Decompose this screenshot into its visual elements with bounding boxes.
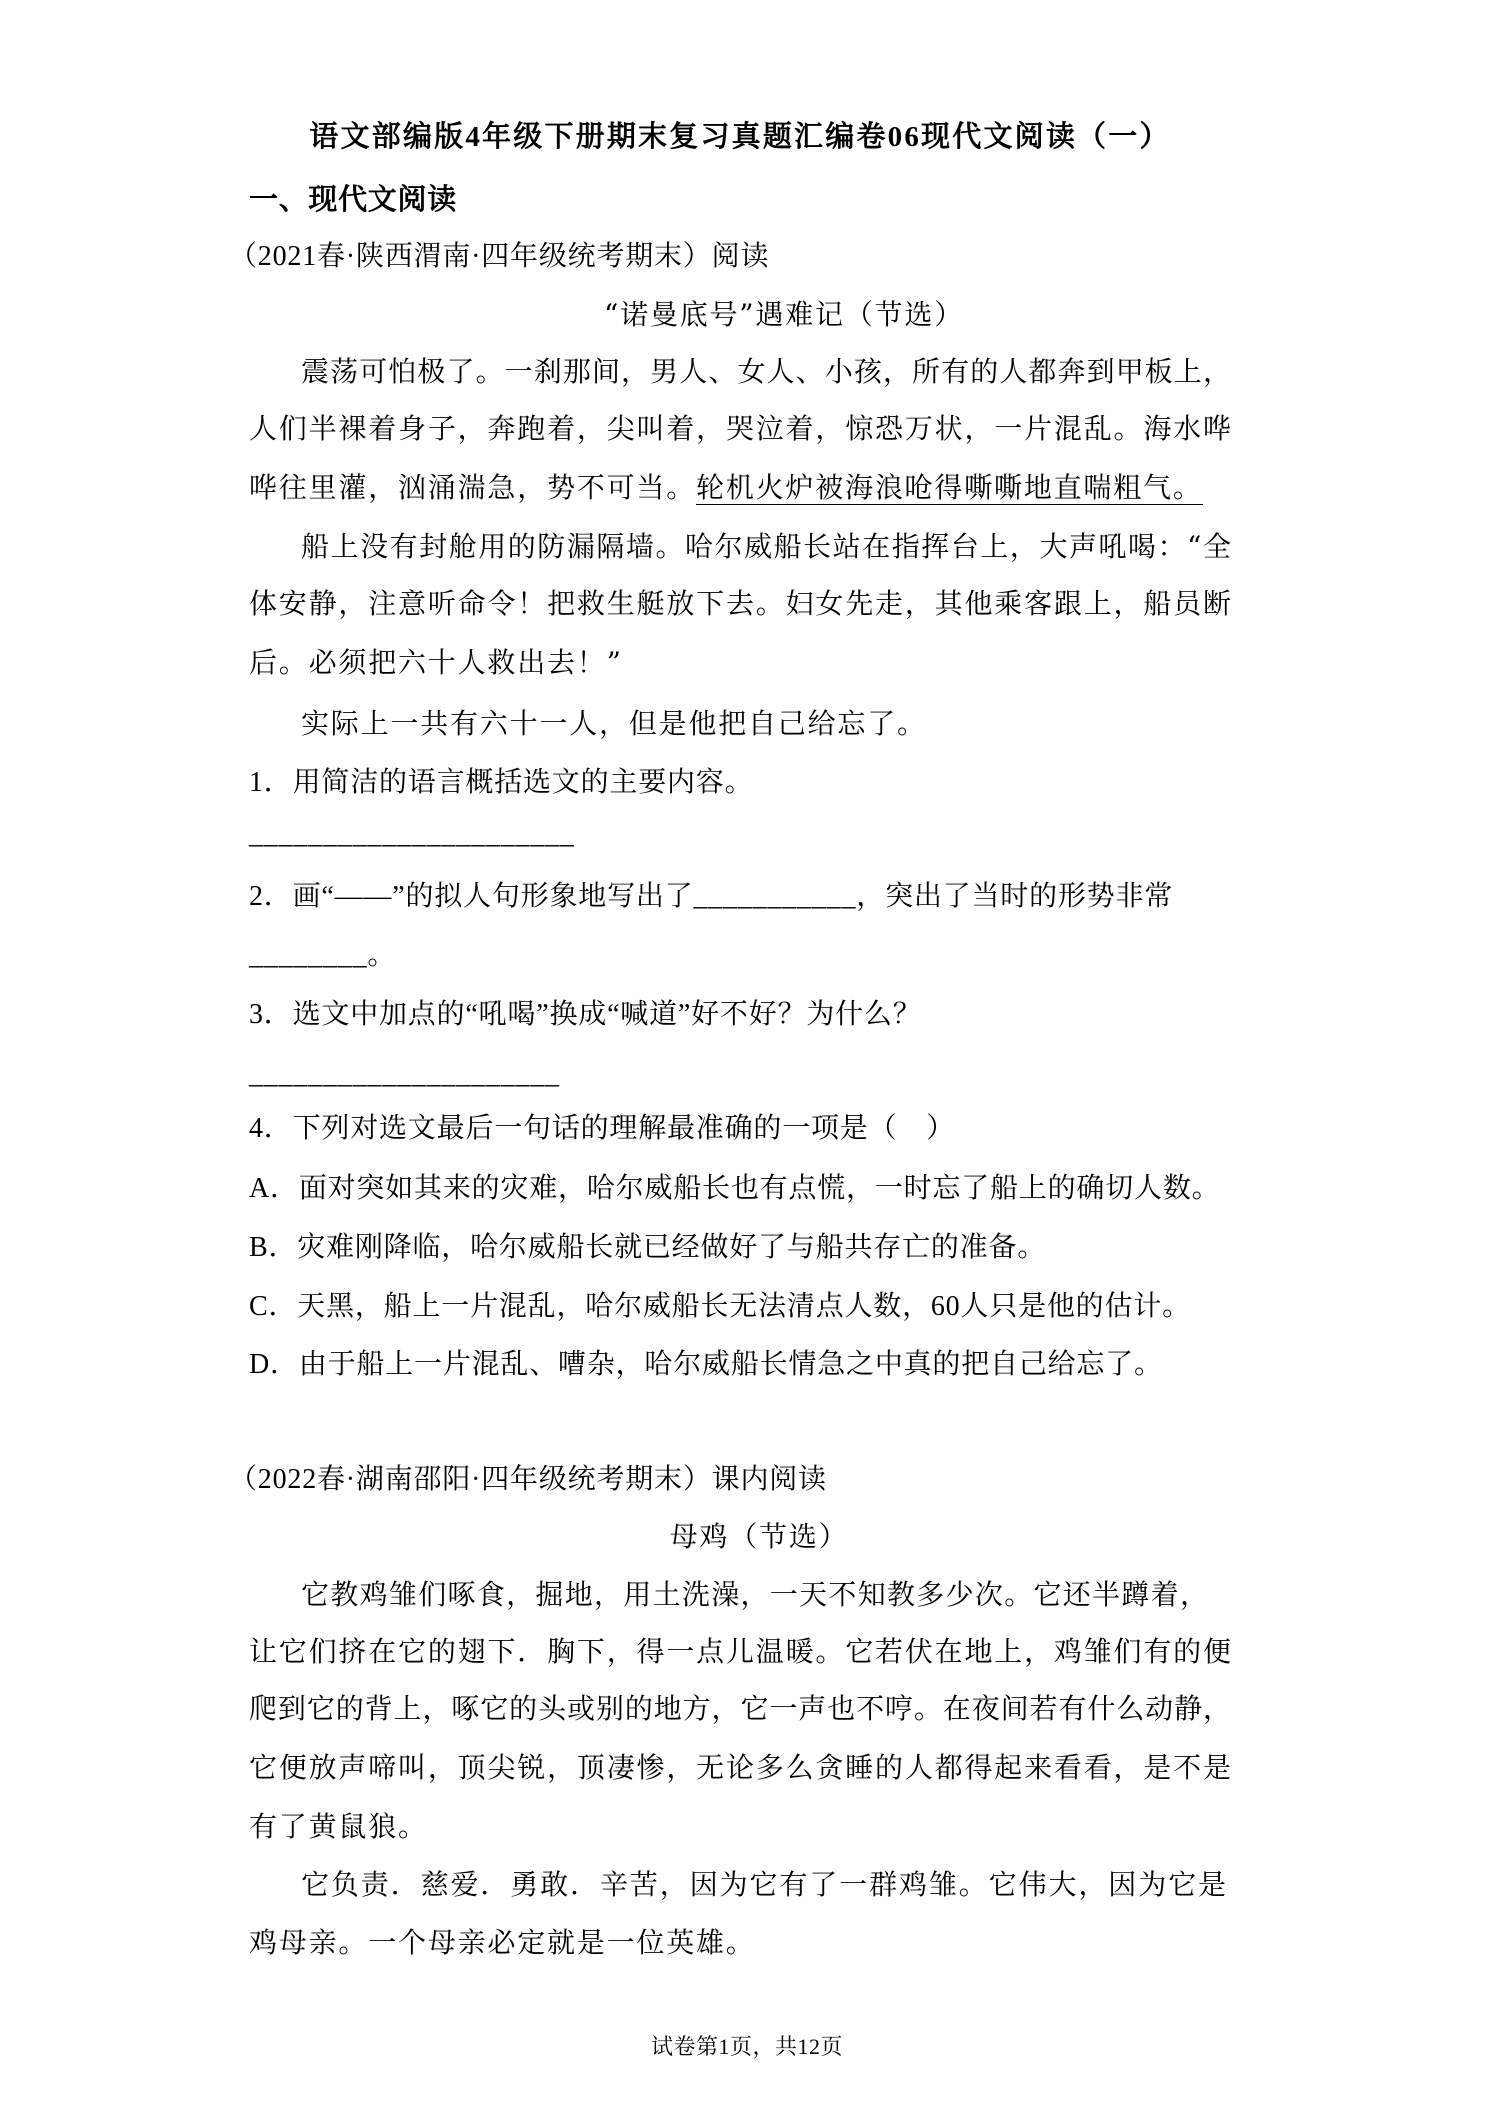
passage-text: 哗往里灌，汹涌湍急，势不可当。 [249, 471, 697, 504]
passage-line: 它负责．慈爱．勇敢．辛苦，因为它有了一群鸡雏。它伟大，因为它是 [301, 1868, 1226, 1901]
answer-blank: ______________________ [249, 819, 575, 850]
question-text: 画“——”的拟人句形象地写出了___________，突出了当时的形势非常 [292, 881, 1174, 912]
option-label: C． [249, 1291, 298, 1322]
question-text-continued: ________。 [249, 940, 397, 971]
passage-line: 它教鸡雏们啄食，掘地，用土洗澡，一天不知教多少次。它还半蹲着， [301, 1578, 1208, 1611]
page-footer: 试卷第1页，共12页 [650, 2034, 843, 2059]
question-number: 2． [249, 881, 293, 912]
passage-line: 让它们挤在它的翅下．胸下，得一点儿温暖。它若伏在地上，鸡雏们有的便 [249, 1635, 1231, 1668]
question-text: 用简洁的语言概括选文的主要内容。 [292, 767, 754, 798]
passage-line: 有了黄鼠狼。 [249, 1810, 428, 1843]
passage-line: 体安静，注意听命令！把救生艇放下去。妇女先走，其他乘客跟上，船员断 [249, 587, 1231, 620]
passage-line: 震荡可怕极了。一刹那间，男人、女人、小孩，所有的人都奔到甲板上， [301, 355, 1231, 388]
answer-blank: _____________________ [249, 1059, 560, 1090]
question-number: 3． [249, 999, 293, 1030]
document-title: 语文部编版4年级下册期末复习真题汇编卷06现代文阅读（一） [309, 121, 1171, 153]
question-2 [249, 877, 1173, 917]
passage-line: 实际上一共有六十一人，但是他把自己给忘了。 [301, 707, 927, 740]
option-b [249, 1228, 1046, 1268]
question-source: （2021春·陕西渭南·四年级统考期末）阅读 [229, 241, 770, 272]
passage-line: 它便放声啼叫，顶尖锐，顶凄惨，无论多么贪睡的人都得起来看看，是不是 [249, 1751, 1231, 1784]
option-text: 天黑，船上一片混乱，哈尔威船长无法清点人数，60人只是他的估计。 [297, 1291, 1191, 1322]
question-3 [249, 995, 922, 1035]
option-a [249, 1169, 1220, 1209]
option-text: 由于船上一片混乱、嘈杂，哈尔威船长情急之中真的把自己给忘了。 [298, 1349, 1163, 1380]
passage-line: 人们半裸着身子，奔跑着，尖叫着，哭泣着，惊恐万状，一片混乱。海水哗 [249, 412, 1231, 445]
question-text: 选文中加点的“吼喝”换成“喊道”好不好？为什么？ [292, 999, 922, 1030]
passage-line: 爬到它的背上，啄它的头或别的地方，它一声也不哼。在夜间若有什么动静， [249, 1692, 1231, 1725]
passage-title: 母鸡（节选） [669, 1520, 849, 1553]
question-source: （2022春·湖南邵阳·四年级统考期末）课内阅读 [229, 1464, 827, 1495]
question-number: 1． [249, 767, 293, 798]
question-text: 下列对选文最后一句话的理解最准确的一项是（ ） [292, 1113, 956, 1144]
option-label: A． [249, 1173, 299, 1204]
underlined-sentence: 轮机火炉被海浪呛得嘶嘶地直喘粗气。 [696, 471, 1203, 504]
passage-line: 船上没有封舱用的防漏隔墙。哈尔威船长站在指挥台上，大声吼喝：“全 [301, 530, 1231, 563]
passage-line: 鸡母亲。一个母亲必定就是一位英雄。 [249, 1926, 756, 1959]
passage-line [249, 468, 1203, 508]
option-c [249, 1287, 1191, 1327]
section-heading: 一、现代文阅读 [249, 184, 457, 216]
option-text: 灾难刚降临，哈尔威船长就已经做好了与船共存亡的准备。 [297, 1232, 1047, 1263]
question-4 [249, 1109, 955, 1149]
option-label: B． [249, 1232, 298, 1263]
option-label: D． [249, 1349, 299, 1380]
passage-line: 后。必须把六十人救出去！” [249, 646, 623, 679]
question-1 [249, 763, 753, 803]
option-d [249, 1345, 1163, 1385]
passage-title: “诺曼底号”遇难记（节选） [603, 298, 965, 331]
question-number: 4． [249, 1113, 293, 1144]
option-text: 面对突如其来的灾难，哈尔威船长也有点慌，一时忘了船上的确切人数。 [298, 1173, 1221, 1204]
